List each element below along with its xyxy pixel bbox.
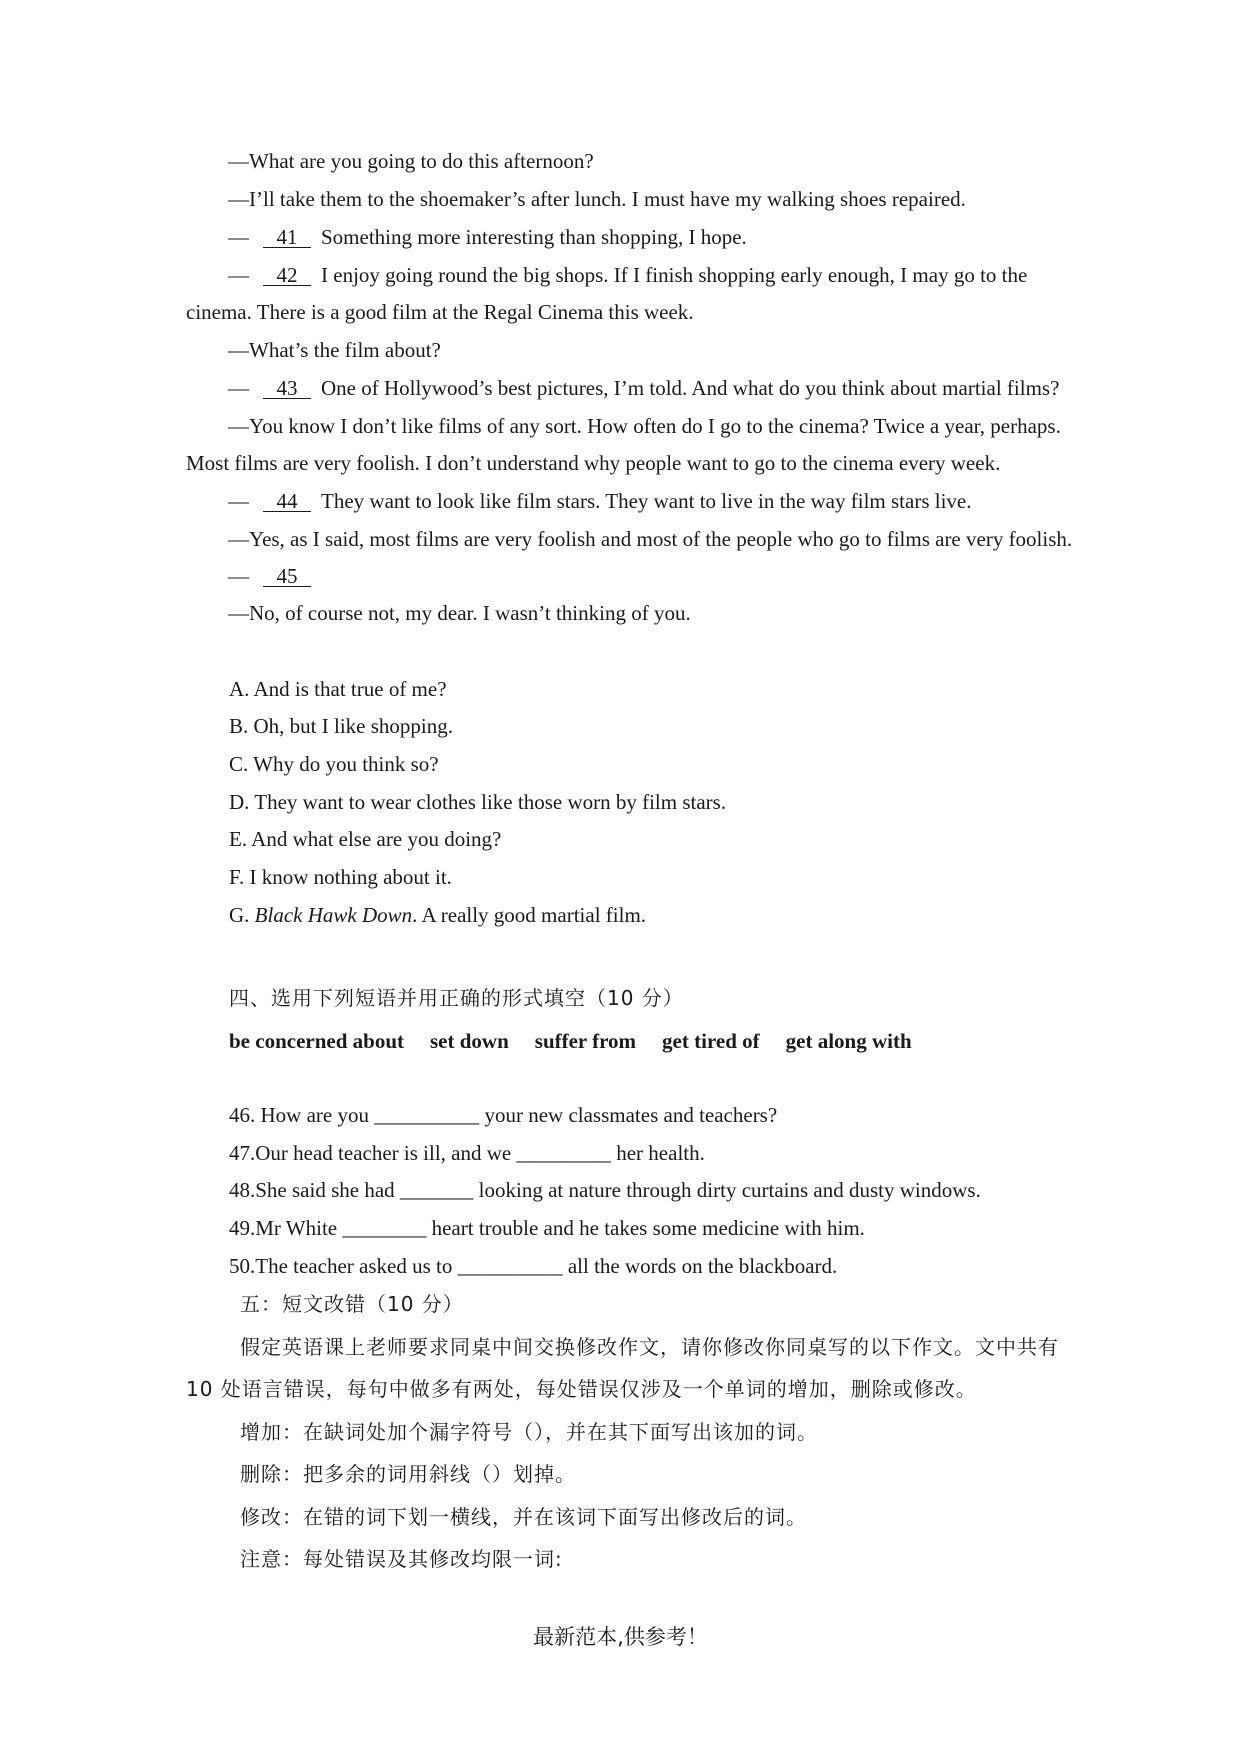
question-text: your new classmates and teachers? [484,1103,778,1127]
question-text: looking at nature through dirty curtains and dusty windows. [478,1178,981,1202]
dialogue-line [228,338,441,362]
dash: — [228,149,249,173]
option-g-text: . A really good martial film. [412,903,647,927]
phrase-item: get tired of [662,1029,760,1053]
phrase-item: be concerned about [229,1029,404,1053]
dialogue-line [228,489,972,513]
option-d: D. They want to wear clothes like those worn by film stars. [229,790,727,814]
dash: — [228,376,249,400]
rule-modify: 修改：在错的词下划一横线，并在该词下面写出修改后的词。 [240,1505,807,1529]
option-e: E. And what else are you doing? [229,827,502,851]
option-b: B. Oh, but I like shopping. [229,714,453,738]
film-title: Black Hawk Down [254,903,413,927]
answer-blank-41[interactable]: 41 [263,227,311,248]
option-f: F. I know nothing about it. [229,865,452,889]
dialogue-text: I’ll take them to the shoemaker’s after lunch. I must have my walking shoes repaired. [249,187,966,211]
dialogue-text: Yes, as I said, most films are very foolish and most of the people who go to films are very foolish. [249,527,1073,551]
dash: — [228,187,249,211]
phrase-bank [229,1029,938,1053]
section-4-title: 四、选用下列短语并用正确的形式填空（10 分） [229,986,684,1010]
question-text: 48.She said she had [229,1178,395,1202]
dialogue-text: What are you going to do this afternoon? [249,149,594,173]
question-text: 47.Our head teacher is ill, and we [229,1141,512,1165]
phrase-item: get along with [785,1029,912,1053]
question-47 [229,1141,705,1165]
dialogue-line [228,149,594,173]
answer-blank-45[interactable]: 45 [263,566,311,587]
dialogue-line [228,376,1059,400]
answer-blank-43[interactable]: 43 [263,378,311,399]
phrase-item: suffer from [534,1029,637,1053]
question-text: all the words on the blackboard. [567,1254,838,1278]
footer-note: 最新范本,供参考！ [533,1625,708,1649]
dialogue-line [228,564,321,588]
dialogue-text: cinema. There is a good film at the Regal Cinema this week. [186,300,694,324]
fill-blank[interactable]: ________ [342,1216,427,1240]
dialogue-line [228,187,966,211]
dialogue-line [186,451,1000,475]
question-46 [229,1103,777,1127]
rule-note: 注意：每处错误及其修改均限一词: [240,1547,563,1571]
phrase-item: set down [430,1029,509,1053]
question-50 [229,1254,837,1278]
dialogue-line [228,601,691,625]
question-text: her health. [616,1141,705,1165]
fill-blank[interactable]: __________ [457,1254,563,1278]
dialogue-text: What’s the film about? [249,338,441,362]
dialogue-text: They want to look like film stars. They want to live in the way film stars live. [321,489,972,513]
dialogue-text: Something more interesting than shopping, I hope. [321,225,747,249]
dialogue-text: Most films are very foolish. I don’t understand why people want to go to the cinema every week. [186,451,1001,475]
dash: — [228,601,249,625]
option-g [229,903,646,927]
dialogue-line [228,263,1027,287]
option-c: C. Why do you think so? [229,752,439,776]
dialogue-text: You know I don’t like films of any sort. How often do I go to the cinema? Twice a year, perhaps. [249,414,1061,438]
section-5-intro-cont: 10 处语言错误，每句中做多有两处，每处错误仅涉及一个单词的增加，删除或修改。 [186,1377,977,1401]
question-text: heart trouble and he takes some medicine with him. [431,1216,865,1240]
dash: — [228,414,249,438]
answer-blank-42[interactable]: 42 [263,265,311,286]
section-5-title: 五：短文改错（10 分） [240,1292,464,1316]
dialogue-line [228,414,1061,438]
question-text: 50.The teacher asked us to [229,1254,453,1278]
rule-delete: 删除：把多余的词用斜线（）划掉。 [240,1462,576,1486]
question-text: 49.Mr White [229,1216,338,1240]
dialogue-text: One of Hollywood’s best pictures, I’m told. And what do you think about martial films? [321,376,1060,400]
dialogue-line [228,527,1072,551]
dash: — [228,489,249,513]
fill-blank[interactable]: _________ [516,1141,611,1165]
dialogue-text: No, of course not, my dear. I wasn’t thinking of you. [249,601,691,625]
option-g-letter: G. [229,903,255,927]
answer-blank-44[interactable]: 44 [263,491,311,512]
question-48 [229,1178,981,1202]
option-a: A. And is that true of me? [229,677,447,701]
dash: — [228,225,249,249]
dialogue-text: I enjoy going round the big shops. If I finish shopping early enough, I may go to the [321,263,1028,287]
dash: — [228,263,249,287]
dash: — [228,338,249,362]
fill-blank[interactable]: __________ [374,1103,480,1127]
dialogue-line [228,225,747,249]
rule-add: 增加：在缺词处加个漏字符号（），并在其下面写出该加的词。 [240,1420,818,1444]
dash: — [228,527,249,551]
question-text: 46. How are you [229,1103,369,1127]
dialogue-line [186,300,694,324]
dash: — [228,564,249,588]
section-5-intro: 假定英语课上老师要求同桌中间交换修改作文，请你修改你同桌写的以下作文。文中共有 [240,1335,1059,1359]
question-49 [229,1216,865,1240]
fill-blank[interactable]: _______ [399,1178,474,1202]
